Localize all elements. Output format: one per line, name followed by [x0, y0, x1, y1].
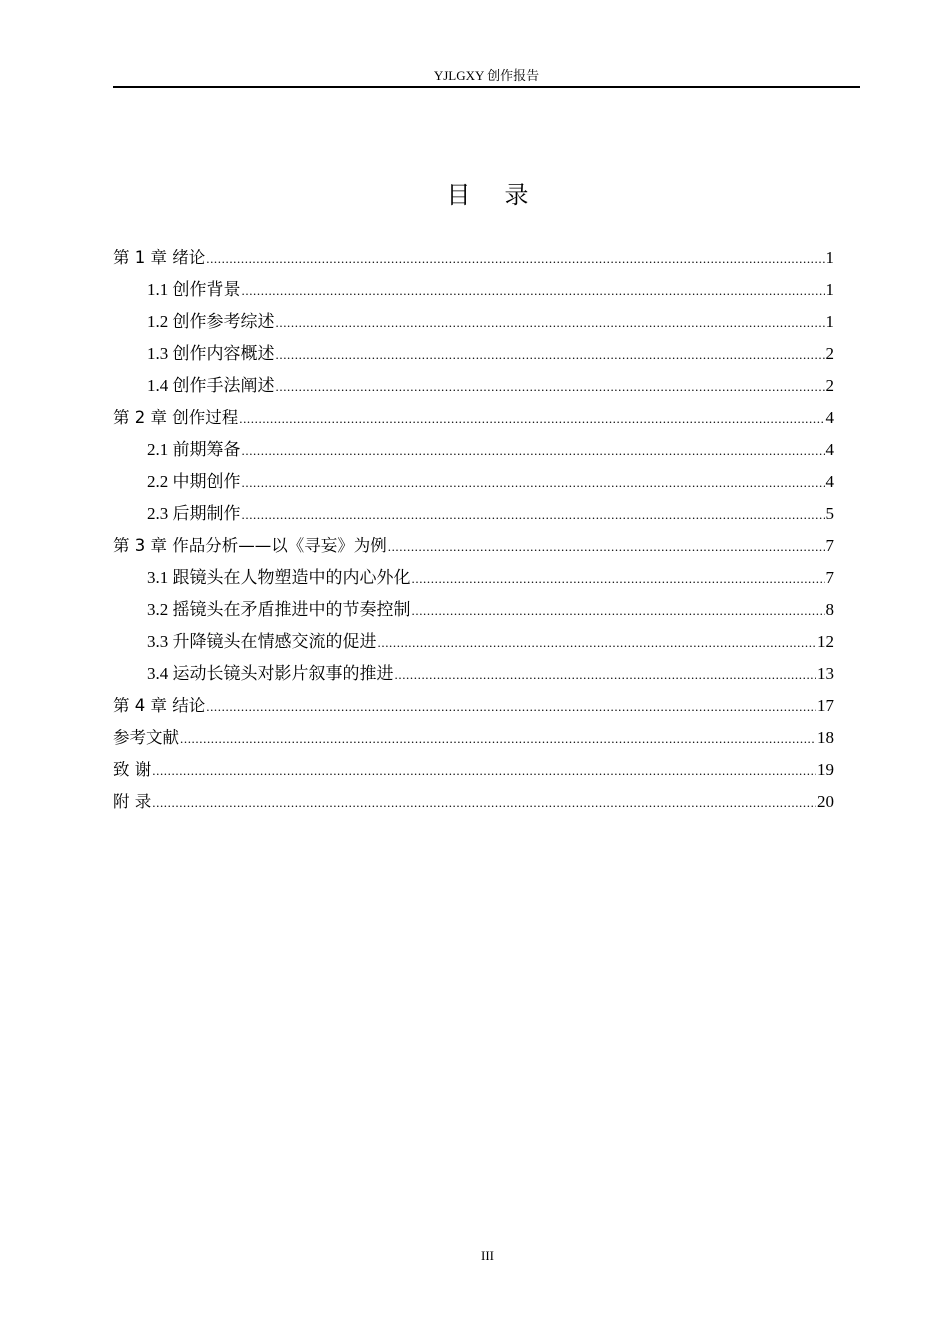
- toc-entry-page-number: 8: [825, 600, 834, 619]
- toc-dot-leader: [242, 467, 825, 499]
- toc-entry-label: 1.2 创作参考综述: [147, 312, 275, 331]
- page-header: [113, 66, 860, 88]
- toc-entry-label: 3.1 跟镜头在人物塑造中的内心外化: [147, 568, 411, 587]
- toc-entry[interactable]: [113, 338, 834, 370]
- toc-title: [0, 178, 950, 212]
- toc-entry-page-number: 1: [825, 280, 834, 299]
- toc-entry-page-number: 4: [825, 472, 834, 491]
- toc-entry-label: 2.3 后期制作: [147, 504, 241, 523]
- toc-entry-label: 第 4 章 结论: [113, 696, 206, 715]
- toc-entry-label: 第 1 章 绪论: [113, 248, 206, 267]
- toc-entry[interactable]: [113, 402, 834, 434]
- toc-entry[interactable]: [113, 530, 834, 562]
- toc-entry-page-number: 19: [817, 760, 834, 779]
- toc-entry-page-number: 1: [825, 248, 834, 267]
- toc-entry-page-number: 18: [817, 728, 834, 747]
- toc-dot-leader: [412, 563, 825, 595]
- toc-entry[interactable]: [113, 594, 834, 626]
- toc-entry-label: 1.3 创作内容概述: [147, 344, 275, 363]
- toc-entry[interactable]: [113, 786, 834, 818]
- toc-dot-leader: [206, 243, 824, 275]
- footer-page-number: III: [481, 1248, 494, 1263]
- toc-entry-label: 1.1 创作背景: [147, 280, 241, 299]
- table-of-contents: [113, 242, 834, 818]
- toc-entry[interactable]: [113, 242, 834, 274]
- toc-entry-label: 3.3 升降镜头在情感交流的促进: [147, 632, 377, 651]
- toc-dot-leader: [388, 531, 825, 563]
- toc-entry-page-number: 2: [825, 376, 834, 395]
- toc-entry-label: 2.1 前期筹备: [147, 440, 241, 459]
- toc-dot-leader: [378, 627, 817, 659]
- toc-title-char-1: 目: [446, 181, 471, 209]
- toc-title-char-2: 录: [504, 181, 529, 209]
- toc-entry-page-number: 4: [825, 408, 834, 427]
- toc-entry-page-number: 12: [817, 632, 834, 651]
- toc-dot-leader: [239, 403, 824, 435]
- toc-entry-page-number: 2: [825, 344, 834, 363]
- toc-entry-page-number: 20: [817, 792, 834, 811]
- toc-entry-label: 1.4 创作手法阐述: [147, 376, 275, 395]
- toc-dot-leader: [276, 371, 825, 403]
- toc-entry-page-number: 13: [817, 664, 834, 683]
- toc-entry-page-number: 17: [817, 696, 834, 715]
- toc-entry[interactable]: [113, 370, 834, 402]
- toc-entry[interactable]: [113, 466, 834, 498]
- toc-dot-leader: [152, 755, 816, 787]
- toc-dot-leader: [242, 275, 825, 307]
- toc-entry[interactable]: [113, 658, 834, 690]
- toc-dot-leader: [395, 659, 817, 691]
- toc-dot-leader: [242, 499, 825, 531]
- toc-entry[interactable]: [113, 434, 834, 466]
- header-text: YJLGXY 创作报告: [433, 68, 540, 83]
- toc-entry-page-number: 5: [825, 504, 834, 523]
- page-footer: [0, 1248, 950, 1264]
- toc-entry-label: 第 3 章 作品分析——以《寻妄》为例: [113, 536, 387, 555]
- toc-entry-page-number: 4: [825, 440, 834, 459]
- toc-entry-label: 2.2 中期创作: [147, 472, 241, 491]
- toc-entry-label: 3.4 运动长镜头对影片叙事的推进: [147, 664, 394, 683]
- toc-entry-label: 3.2 摇镜头在矛盾推进中的节奏控制: [147, 600, 411, 619]
- toc-entry[interactable]: [113, 562, 834, 594]
- toc-entry[interactable]: [113, 306, 834, 338]
- toc-entry-label: 参考文献: [113, 728, 179, 747]
- toc-entry[interactable]: [113, 722, 834, 754]
- toc-entry[interactable]: [113, 626, 834, 658]
- toc-dot-leader: [152, 787, 816, 819]
- toc-entry-label: 第 2 章 创作过程: [113, 408, 239, 427]
- toc-entry-page-number: 7: [825, 536, 834, 555]
- toc-dot-leader: [206, 691, 816, 723]
- toc-entry-page-number: 1: [825, 312, 834, 331]
- toc-dot-leader: [412, 595, 825, 627]
- toc-dot-leader: [242, 435, 825, 467]
- toc-entry-page-number: 7: [825, 568, 834, 587]
- toc-entry[interactable]: [113, 274, 834, 306]
- toc-entry[interactable]: [113, 754, 834, 786]
- toc-dot-leader: [276, 339, 825, 371]
- toc-dot-leader: [276, 307, 825, 339]
- toc-dot-leader: [180, 723, 816, 755]
- toc-entry[interactable]: [113, 690, 834, 722]
- toc-entry[interactable]: [113, 498, 834, 530]
- toc-entry-label: 致 谢: [113, 760, 152, 779]
- toc-entry-label: 附 录: [113, 792, 152, 811]
